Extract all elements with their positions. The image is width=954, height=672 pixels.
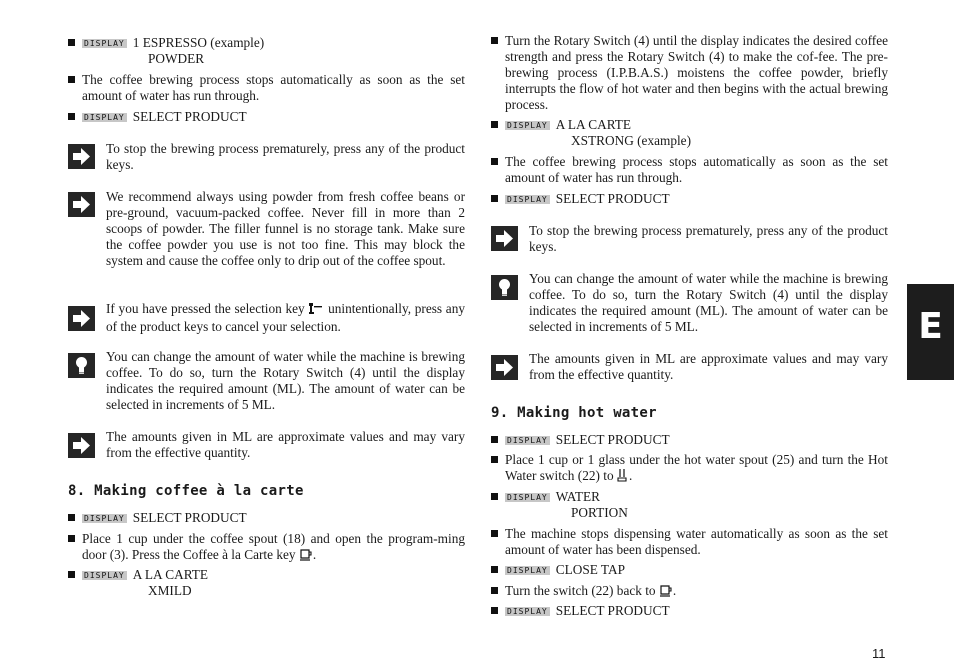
bullet-square <box>491 587 498 594</box>
note-text: To stop the brewing process prematurely, press any of the product keys. <box>529 223 888 254</box>
bullet-square <box>68 113 75 120</box>
display-subtext: POWDER <box>148 51 205 66</box>
bullet-square <box>68 571 75 578</box>
display-label: DISPLAY <box>84 514 125 523</box>
display-label: DISPLAY <box>507 493 548 502</box>
display-label: DISPLAY <box>507 566 548 575</box>
lightbulb-icon <box>491 275 518 300</box>
bullet-square <box>491 436 498 443</box>
cup-icon <box>659 585 673 601</box>
arrow-right-icon <box>68 433 95 458</box>
bullet-square <box>491 493 498 500</box>
display-label: DISPLAY <box>84 571 125 580</box>
note-text: You can change the amount of water while the machine is brewing coffee. To do so, turn the Rotary Switch (4) until the display indicates the required amount (ML). The amount of water can be selected in increments of 5 ML. <box>106 349 465 412</box>
cup-icon <box>299 549 313 565</box>
display-text: SELECT PRODUCT <box>555 603 670 618</box>
selection-key-icon <box>308 302 324 319</box>
bullet-square <box>491 530 498 537</box>
note-text: If you have pressed the selection key <box>106 301 305 316</box>
display-text: CLOSE TAP <box>555 562 625 577</box>
display-subtext: XSTRONG (example) <box>571 133 692 148</box>
arrow-right-icon <box>491 226 518 251</box>
arrow-right-icon <box>491 355 518 380</box>
display-label: DISPLAY <box>507 436 548 445</box>
bullet-square <box>491 607 498 614</box>
bullet-text: Place 1 cup under the coffee spout (18) and open the program-ming door (3). Press the Coffee à la Carte key <box>82 531 465 562</box>
bullet-square <box>491 456 498 463</box>
page-number: 11 <box>872 646 886 661</box>
display-text: SELECT PRODUCT <box>555 191 670 206</box>
bullet-text: Turn the Rotary Switch (4) until the display indicates the desired coffee strength and press the Rotary Switch (4) to make the cof-fee. The pre-brewing process (I.P.B.A.S.) moistens the coffee powder, briefly interrupts the flow of hot water and then begins with the actual brewing process. <box>505 33 888 112</box>
display-text: A LA CARTE <box>555 117 632 132</box>
display-text: A LA CARTE <box>132 567 209 582</box>
arrow-right-icon <box>68 192 95 217</box>
display-label: DISPLAY <box>507 607 548 616</box>
display-text: 1 ESPRESSO (example) <box>132 35 265 50</box>
bullet-text: Turn the switch (22) back to <box>505 583 656 598</box>
bullet-text: The machine stops dispensing water automatically as soon as the set amount of water has been dispensed. <box>505 526 888 557</box>
arrow-right-icon <box>68 144 95 169</box>
display-label: DISPLAY <box>507 121 548 130</box>
arrow-right-icon <box>68 306 95 331</box>
display-text: SELECT PRODUCT <box>132 510 247 525</box>
display-label: DISPLAY <box>84 113 125 122</box>
bullet-text: The coffee brewing process stops automatically as soon as the set amount of water has run through. <box>82 72 465 103</box>
display-label: DISPLAY <box>507 195 548 204</box>
bullet-square <box>491 195 498 202</box>
bullet-square <box>68 514 75 521</box>
language-tab-letter: E <box>918 306 943 347</box>
bullet-square <box>68 39 75 46</box>
display-bullet <box>68 35 465 67</box>
display-subtext: XMILD <box>148 583 192 598</box>
display-text: SELECT PRODUCT <box>132 109 247 124</box>
bullet-square <box>491 566 498 573</box>
bullet-text: The coffee brewing process stops automatically as soon as the set amount of water has run through. <box>505 154 888 185</box>
note-text: The amounts given in ML are approximate values and may vary from the effective quantity. <box>529 351 888 382</box>
section-heading-9: 9. Making hot water <box>491 405 657 421</box>
display-label: DISPLAY <box>84 39 125 48</box>
language-tab <box>907 284 954 380</box>
section-heading-8: 8. Making coffee à la carte <box>68 483 304 499</box>
display-text: WATER <box>555 489 601 504</box>
hot-water-icon <box>617 468 629 486</box>
lightbulb-icon <box>68 353 95 378</box>
note-text: We recommend always using powder from fresh coffee beans or pre-ground, vacuum-packed coffee. Never fill in more than 2 scoops of powder. The filler funnel is no storage tank. Make sure the coffee powder you use is not too fine. This may block the system and cause the coffee only to drip out of the coffee spout. <box>106 189 465 268</box>
bullet-square <box>491 158 498 165</box>
bullet-square <box>68 76 75 83</box>
note-text: The amounts given in ML are approximate values and may vary from the effective quantity. <box>106 429 465 460</box>
bullet-square <box>491 37 498 44</box>
bullet-square <box>491 121 498 128</box>
note-text: To stop the brewing process prematurely, press any of the product keys. <box>106 141 465 172</box>
display-text: SELECT PRODUCT <box>555 432 670 447</box>
bullet-square <box>68 535 75 542</box>
display-subtext: PORTION <box>571 505 628 520</box>
note-text: unintentionally, press any of the product keys to cancel your selection. <box>106 301 465 334</box>
bullet-text: Place 1 cup or 1 glass under the hot water spout (25) and turn the Hot Water switch (22) to <box>505 452 888 483</box>
note-text: You can change the amount of water while the machine is brewing coffee. To do so, turn the Rotary Switch (4) until the display indicates the required amount (ML). The amount of water can be selected in increments of 5 ML. <box>529 271 888 334</box>
